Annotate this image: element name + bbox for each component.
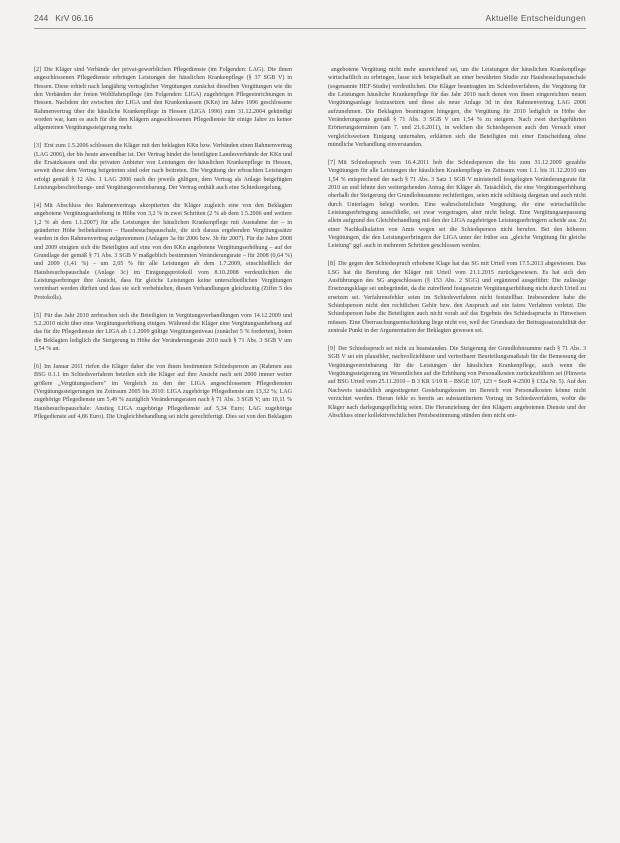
paragraph bbox=[328, 159, 586, 251]
paragraph-number: [2] bbox=[34, 67, 42, 73]
paragraph-text: Im Januar 2011 riefen die Kläger daher die von ihnen bestimmten Schiedsperson an (Rahmen aus BSG 0.1.1 im Schiedsverfahren beteilen sich die Kläger auf ihre Ansicht nach seit 2000 immer weiter größere „Vergütungsschere" im Vergleich zu den der LIGA angeschlossenen Pflegediensten (Vergütungssteigerungen im Zeitraum 2005 bis 2010: LIGA zugehörige Pflegedienste um 13,32 %; LAG zugehörige Pflegedienste um 5,49 % zuzüglich Veränderungsraten nach § 71 Abs. 3 SGB V; um 10,11 % Hausbesuchspauschale: Anstieg LIGA zugehörige Pflegedienste auf 5,34 Euro; LAG zugehörige Pflegedienste auf 4,86 Euro). Die Ungleichbehandlung sei nicht gerechtfertigt. Dies sei von den Beklagten bbox=[34, 364, 292, 421]
paragraph-text: Die Kläger sind Verbände der privat-gewerblichen Pflegedienste (im Folgenden: LAG). Die ihnen angeschlossenen Pflegedienste erbringen Leistungen der häuslichen Krankenpflege (§ 37 SGB V) in Hessen. Diese erhielt nach langjährig vertraglicher Vergütungen zunächst dieselben Vergütungen wie die den Verbänden der freien Wohlfahrtspflege (im Folgenden: LIGA) zugehörigen Pflegeeinrichtungen in Hessen. Nachdem der zwischen der LIGA und den Krankenkassen (KKn) im Jahre 1996 geschlossene Rahmenvertrag über die häusliche Krankenpflege in Hessen (LIGA 1996) zum 31.12.2004 gekündigt worden war, kam es auch für die den Klägern angeschlossenen Pflegedienste für einige Jahre zu keiner allgemeinen Vergütungssteigerung mehr. bbox=[34, 67, 292, 132]
left-column bbox=[34, 66, 292, 431]
paragraph-text: Für das Jahr 2010 zerbrachen sich die Beteiligten in Vergütungsverhandlungen vom 14.12.2009 und 5.2.2010 nicht über eine Vergütungserhöhung einigen. Während die Kläger eine Vergütungsanhebung auf das für die Pflegedienste der LIGA ab 1.1.2009 gültige Vergütungsniveau (zunächst 5 % forderten), boten die Beklagten lediglich die Steigerung in Höhe der Veränderungsrate 2010 nach § 71 Abs. 3 SGB V um 1,54 % an. bbox=[34, 312, 292, 353]
paragraph bbox=[328, 260, 586, 335]
paragraph-number: [6] bbox=[34, 364, 42, 371]
paragraph-number: [9] bbox=[328, 346, 336, 353]
page-number: 244 bbox=[34, 13, 49, 23]
paragraph bbox=[34, 363, 292, 421]
page-number-journal bbox=[34, 13, 93, 23]
paragraph bbox=[328, 66, 586, 149]
section-title: Aktuelle Entscheidungen bbox=[485, 13, 586, 23]
paragraph-text: Mit Schiedsspruch vom 16.4.2011 hob die Schiedsperson die bis zum 31.12.2009 gezahlte Vergütungen für alle Leistungen der häuslichen Krankenpflege im Zeitraum vom 1.1. bis 31.12.2010 um 1,54 % entsprechend der nach § 71 Abs. 3 Satz 1 SGB V ministeriell festgelegten Veränderungsrate für 2010 an und lehnte den weitergehenden Antrag der Kläger ab. Tatsächlich, die eine Vergütungserhöhung oberhalb der Steigerung der Grundlohnsumme rechtfertigen, seien nicht schlüssig dargetan und auch nicht durch Unterlagen belegt worden. Eine wahrscheinlichste Vergütung, die eine wirtschaftliche Leistungserbringung ausschließe, sei zwar vorgetragen, aber nicht belegt. Eine Vergütungsanpassung allein aufgrund des Gleichbehandlung mit den der LIGA zugehörigen Leistungserbringern scheide aus. Zu einer Nachkalkulation von Amts wegen sei die Schiedsperson nicht berufen. Bei den höheren Vergütungen, die den Leistungserbringern der LIGA unter der früher aus „gleiche Vergütung für gleiche Leistung" ggf. auch in mehreren Schritten geschlossen werden. bbox=[328, 160, 586, 250]
paragraph-text: Mit Abschluss des Rahmenvertrags akzeptierten die Kläger zugleich eine von den Beklagten angebotene Vergütungsanhebung in Höhe von 3,2 % in zwei Schritten (2 % ab dem 1.5.2006 und weitere 1,2 % ab dem 1.1.2007) für alle Leistungen der häuslichen Krankenpflege mit Ausnahme der – in geänderter Höhe beibehaltenen – Hausbesuchspauschale, die sich daraus ergebenden Vergütungssätze wurden in den Rahmenvertrag aufgenommen (Anlagen 3a für 2006 bzw. 3b für 2007). Für die Jahre 2008 und 2009 einigten sich die Beteiligten auf eine von den KKn angebotene Vergütungserhöhung – auf der Grundlage der gemäß § 71 Abs. 3 SGB V maßgeblich bestimmten Veränderungsrate – für 2008 (0,64 %) und 2009 (1,41 %) – um 2,05 % für alle Leistungen ab dem 1.7.2009, einschließlich der Hausbesuchspauschale (Anlage 3c) im Einigungsprotokoll vom 8.10.2008 verdeutlichten die Leistungserbringer ihre Ansicht, dass für gleiche Leistungen keine unterschiedlichen Vergütungen vereinbart werden dürften und dass sie sich vorbehielten, diesen Verhandlungen gleichzeitig (Ziffer 5 des Protokolls). bbox=[34, 203, 292, 301]
paragraph bbox=[34, 142, 292, 192]
paragraph bbox=[34, 202, 292, 302]
paragraph-text: angebotene Vergütung nicht mehr ausreichend sei, um die Leistungen der häuslichen Krankenpflege wirtschaftlich zu erbringen, lasse sich beispielhaft an einer bewährten Studie zur Hausbesuchspauschale (sogenannte HEF-Studie) verdeutlichen. Die Kläger beantragten im Schiedsverfahren, die Vergütung für die Leistungen häusliche Krankenpflege für das Jahr 2010 nach denen von ihnen eingereichten neuen Vergütungsanlage festzusetzen und diese als neue Anlage 3d in den Rahmenvertrag LAG 2006 aufzunehmen. Die Beklagten beantragten hingegen, die Vergütung für 2010 lediglich in Höhe der Veränderungsrate gemäß § 71 Abs. 3 SGB V um 1,54 % zu steigern. Nach zwei durchgeführten Erörterungsterminen (am 7. und 21.6.2011), in welchen die Schiedsperson auch den Versuch einer vergleichsweisen Einigung unternahm, erklärten sich die Beteiligten mit einer Entscheidung ohne mündliche Verhandlung einverstanden. bbox=[328, 67, 586, 149]
paragraph-text: Erst zum 1.5.2006 schlossen die Kläger mit den beklagten KKn bzw. Verbänden einen Rahmenvertrag (LAG 2006), der bis heute anwendbar ist. Der Vertrag bindet die beteiligten Landesverbände der KKn und die Ersatzkassen und die privaten Anbieter von Leistungen der häuslichen Krankenpflege in Hessen, soweit diese dem Vertrag beigetreten sind oder nach beitreten. Die Vergütung der erbrachten Leistungen erfolgt gemäß § 12 Abs. 1 LAG 2006 nach der jeweils gültigen, dem Vertrag als Anlage beigefügten Leistungsbeschreibungs- und Vergütungsvereinbarung. Der Vertrag enthält auch eine Schiedsregelung. bbox=[34, 143, 292, 192]
paragraph-number: [7] bbox=[328, 160, 336, 167]
journal-name: KrV 06.16 bbox=[55, 13, 94, 23]
paragraph-text: Der Schiedsspruch sei nicht zu beanstanden. Die Steigerung der Grundlohnsumme nach § 71 Abs. 3 SGB V sei ein plausibler, nachvollziehbarer und vertretbarer Beurteilungsmaßstab für die Bemessung der Vergütungsvereinbarung für die Leistungen der häuslichen Krankenpflege, auch wenn die Vergütungssteigerung im Wesentlichen auf die Erhöhung von Personalkosten zurückzuführen sei (Hinweis auf BSG Urteil vom 25.11.2010 – B 3 KR 1/10 R – BSGE 107, 123 = SozR 4-2500 § 132a Nr. 5). Auf den Nachweis tatsächlich angestiegener Gestehungskosten im Bereich von Personalkosten könne nicht verzichtet werden. Hieran fehle es bereits an substantiiertem Vortrag im Schiedsverfahren, wofür die Kläger nach darlegungspflichtig seien. Die Heranziehung der den Klägern angebotenen Dienste und der Abschluss einer kollektivrechtlichen Preisbestimmung stünden dem nicht ent- bbox=[328, 346, 586, 419]
right-column bbox=[328, 66, 586, 430]
paragraph-number: [4] bbox=[34, 203, 42, 209]
paragraph-number: [5] bbox=[34, 312, 42, 319]
paragraph-text: Die gegen den Schiedsspruch erhobene Klage hat das SG mit Urteil vom 17.5.2013 abgewiesen. Das LSG hat die Berufung der Kläger mit Urteil vom 21.1.2015 zurückgewiesen. Es hat sich den Ausführungen des SG angeschlossen (§ 153 Abs. 2 SGG) und ergänzend ausgeführt: Die zulässige Ersetzungsklage sei unbegründet, da die zutreffend festgesetzte Vergütungserhöhung nicht durch Urteil zu ersetzen sei. Verfahrensfehler seien im Schiedsverfahren nicht feststellbar. Insbesondere habe die Schiedsperson nicht den rechtlichen Gehör bzw. den Anspruch auf ein faires Verfahren verletzt. Die Schiedsperson habe die Beteiligten auch nicht vorab auf das Ergebnis des Schiedsspruchs in Hinweisen müssen. Eine Überraschungsentscheidung liege nicht vor, weil der Grundsatz der Beitragssatzstabilität der zentrale Punkt in der Argumentation der Beklagten gewesen sei. bbox=[328, 261, 586, 335]
paragraph bbox=[328, 345, 586, 420]
running-header bbox=[34, 6, 586, 29]
paragraph-number: [3] bbox=[34, 143, 42, 150]
paragraph bbox=[34, 66, 292, 133]
paragraph-number: [8] bbox=[328, 261, 336, 268]
paragraph bbox=[34, 312, 292, 354]
